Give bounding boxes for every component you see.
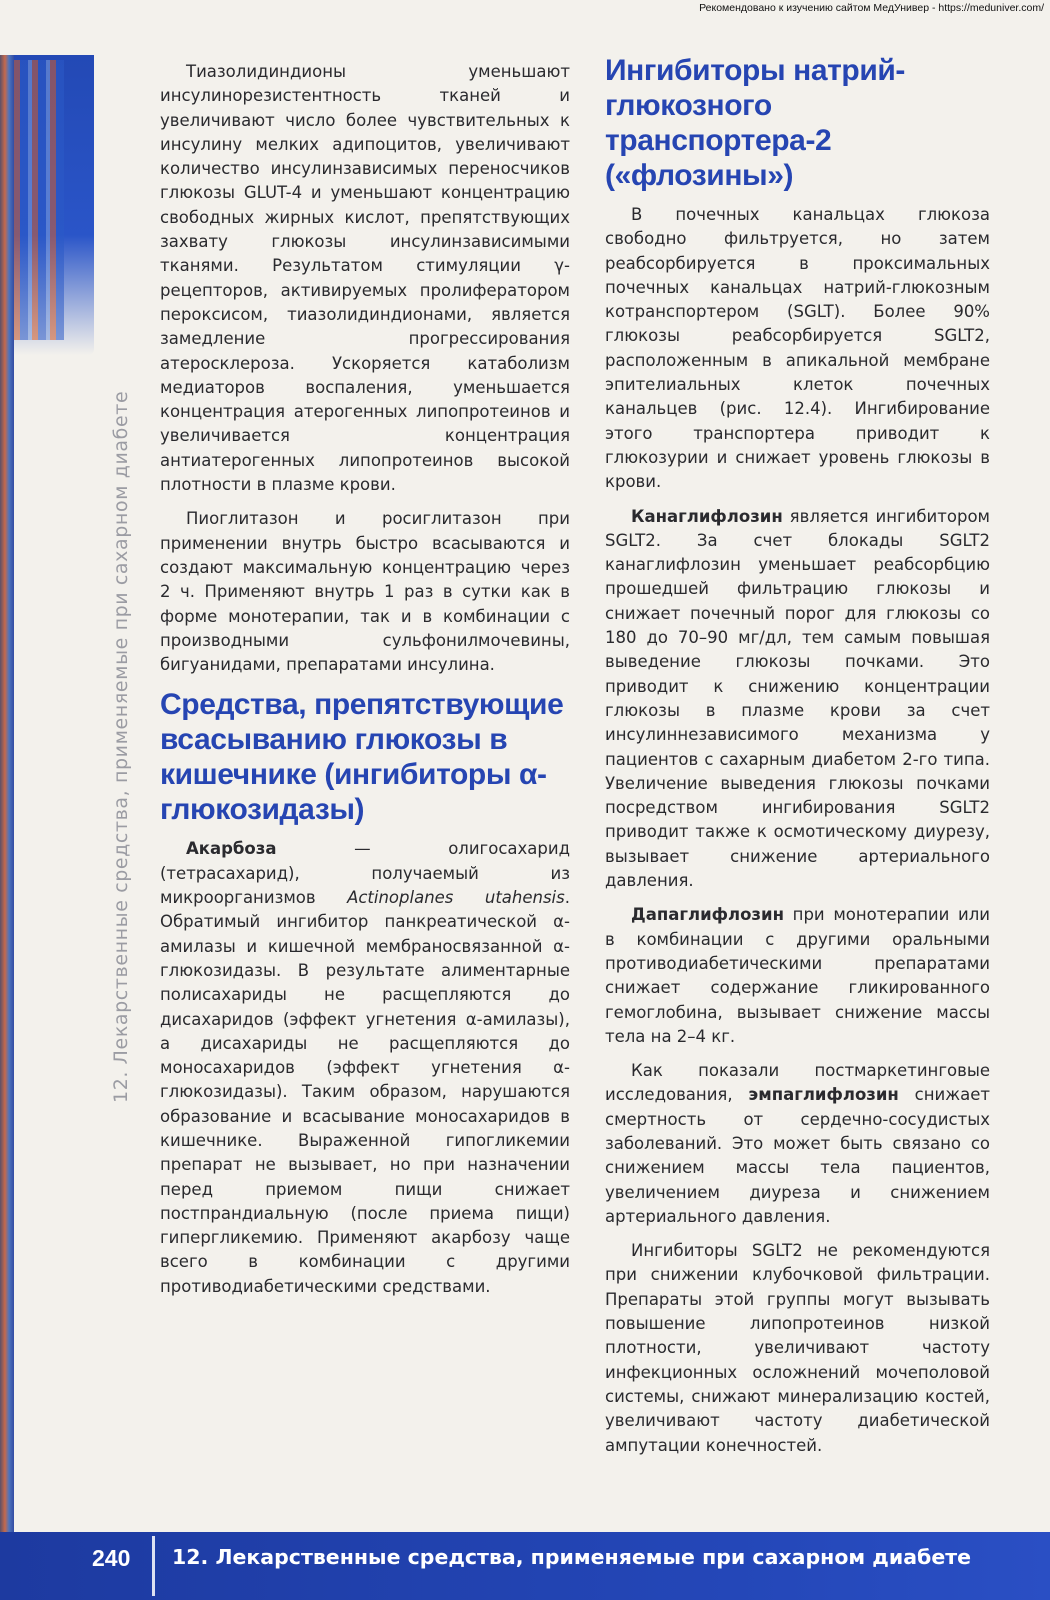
term-canagliflozin: Канаглифлозин (631, 506, 783, 526)
paragraph-acarbose (160, 837, 570, 1299)
term-empagliflozin: эмпаглифлозин (748, 1085, 899, 1105)
paragraph-empagliflozin-text-a: Как показали постмаркетинговые исследования, (605, 1061, 990, 1105)
paragraph-acarbose-text-b: . Обратимый ингибитор панкреатической α-амилазы и кишечной мембраносвязанной α-глюкозидазы. В результате алиментарные полисахариды не расщепляются до дисахаридов (эффект угнетения α-амилазы), а дисахариды не расщепляются до моносахаридов (эффект угнетения α-глюкозидазы). Таким образом, нарушаются образование и всасывание моносахаридов в кишечнике. Выраженной гипогликемии препарат не вызывает, но при назначении перед приемом пищи снижает постпрандиальную (после приема пищи) гипергликемию. Применяют акарбозу чаще всего в комбинации с другими противодиабетическими средствами. (160, 888, 570, 1296)
watermark-text: Рекомендовано к изучению сайтом МедУнивер - https://meduniver.com/ (699, 2, 1044, 14)
term-dapagliflozin: Дапаглифлозин (631, 905, 784, 925)
chapter-tab-stripes (14, 60, 64, 340)
term-acarbose: Акарбоза (186, 839, 277, 859)
paragraph-canagliflozin-text: является ингибитором SGLT2. За счет блокады SGLT2 канаглифлозин уменьшает реабсорбцию прошедшей фильтрацию глюкозы и снижает почечный порог для глюкозы со 180 до 70–90 мг/дл, тем самым повышая выведение глюкозы почками. Это приводит к снижению концентрации глюкозы в плазме крови за счет инсулиннезависимого механизма у пациентов с сахарным диабетом 2-го типа. Увеличение выведения глюкозы почками посредством ингибирования SGLT2 приводит также к осмотическому диурезу, вызывает снижение артериального давления. (605, 506, 990, 891)
paragraph-empagliflozin-text-b: снижает смертность от сердечно-сосудистых заболеваний. Это может быть связано со снижением массы тела пациентов, увеличением диуреза и снижением артериального давления. (605, 1085, 990, 1226)
footer-divider (152, 1536, 155, 1596)
paragraph-renal-reabsorption: В почечных канальцах глюкоза свободно фильтруется, но затем реабсорбируется в проксимальных почечных канальцах натрий-глюкозным котранспортером (SGLT). Более 90% глюкозы реабсорбируется SGLT2, расположенным в апикальной мембране эпителиальных клеток почечных канальцев (рис. 12.4). Ингибирование этого транспортера приводит к глюкозурии и снижает уровень глюкозы в крови. (605, 205, 990, 492)
page-number: 240 (92, 1545, 131, 1571)
page-edge-strip (0, 55, 14, 1535)
paragraph-sglt2-contraindications: Ингибиторы SGLT2 не рекомендуются при снижении клубочковой фильтрации. Препараты этой группы могут вызывать повышение липопротеинов низкой плотности, увеличивают частоту инфекционных осложнений мочеполовой системы, снижают минерализацию костей, увеличивают частоту диабетической ампутации конечностей. (605, 1241, 990, 1455)
section-heading-alpha-glucosidase: Средства, препятствующие всасыванию глюкозы в кишечнике (ингибиторы α-глюкозидазы) (160, 688, 564, 827)
paragraph-canagliflozin (605, 505, 990, 894)
left-column (160, 60, 570, 1309)
paragraph-dapagliflozin (605, 903, 990, 1049)
footer-running-title: 12. Лекарственные средства, применяемые при сахарном диабете (172, 1545, 972, 1569)
paragraph-pioglitazone: Пиоглитазон и росиглитазон при применении внутрь быстро всасываются и создают максимальную концентрацию через 2 ч. Применяют внутрь 1 раз в сутки как в форме монотерапии, так и в комбинации с производными сульфонилмочевины, бигуанидами, препаратами инсулина. (160, 509, 570, 675)
right-column (605, 45, 990, 1468)
paragraph-empagliflozin (605, 1059, 990, 1229)
section-heading-sglt2: Ингибиторы натрий-глюкозного транспортера-2 («флозины») (605, 54, 905, 192)
latin-name: Actinoplanes utahensis (347, 888, 565, 908)
paragraph-dapagliflozin-text: при монотерапии или в комбинации с другими оральными противодиабетическими препаратами снижает содержание гликированного гемоглобина, вызывает снижение массы тела на 2–4 кг. (605, 905, 990, 1046)
paragraph-thiazolidinediones: Тиазолидиндионы уменьшают инсулинорезистентность тканей и увеличивают число более чувствительных к инсулину мелких адипоцитов, увеличивают количество инсулинзависимых переносчиков глюкозы GLUT-4 и уменьшают концентрацию свободных жирных кислот, препятствующих захвату глюкозы инсулинзависимыми тканями. Результатом стимуляции γ-рецепторов, активируемых пролифератором пероксисом, тиазолидиндионами, является замедление прогрессирования атеросклероза. Ускоряется катаболизм медиаторов воспаления, уменьшается концентрация атерогенных липопротеинов и увеличивается концентрация антиатерогенных липопротеинов высокой плотности в плазме крови. (160, 62, 570, 495)
paragraph-acarbose-text-a: — олигосахарид (тетрасахарид), получаемый из микроорганизмов (160, 839, 570, 908)
side-running-title: 12. Лекарственные средства, применяемые при сахарном диабете (110, 390, 132, 1103)
